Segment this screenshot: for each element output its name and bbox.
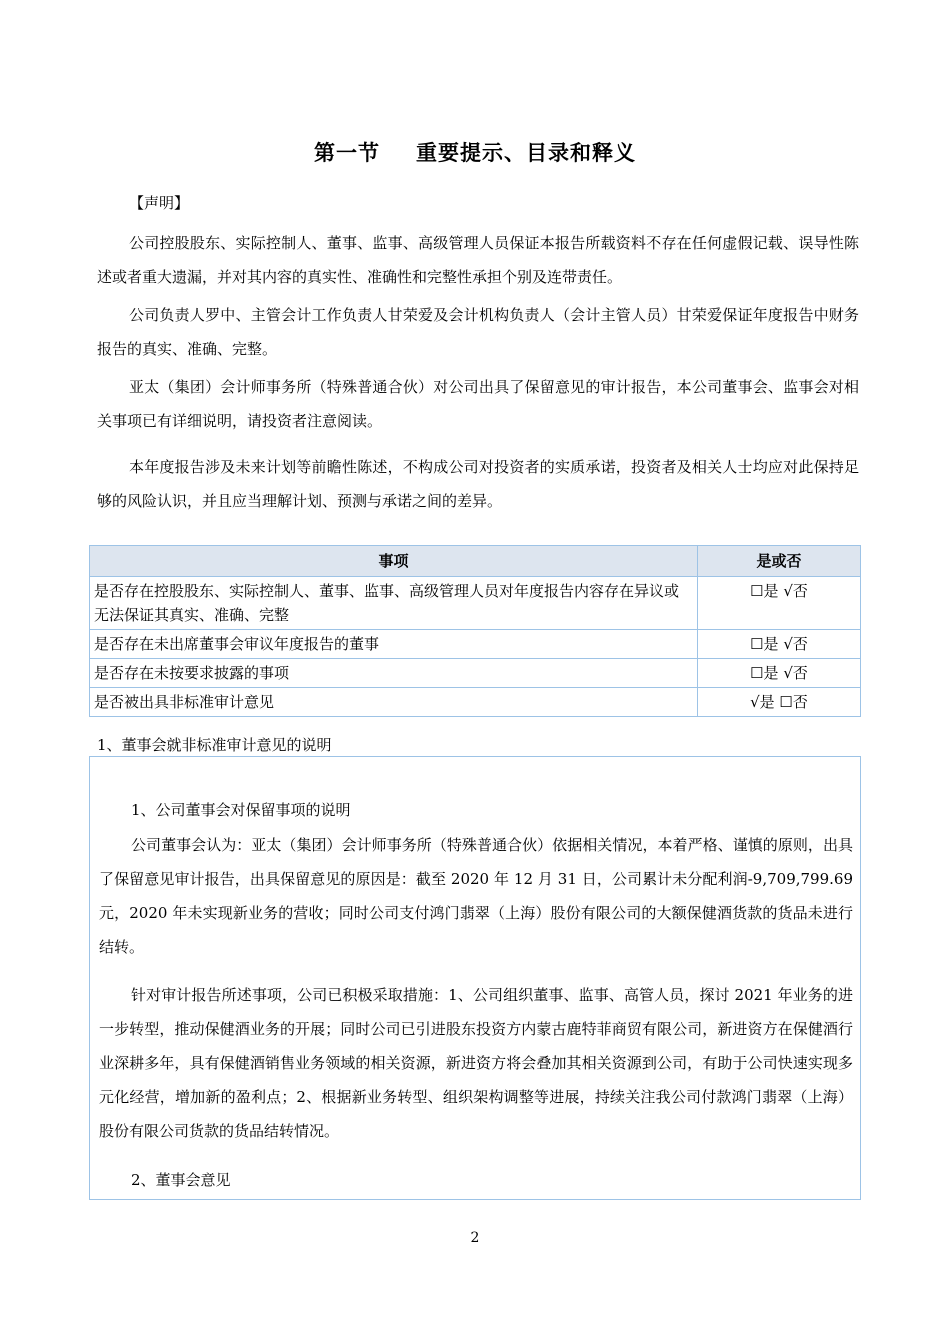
box-paragraph-2: 针对审计报告所述事项，公司已积极采取措施：1、公司组织董事、监事、高管人员，探讨 2021 年业务的进一步转型，推动保健酒业务的开展；同时公司已引进股东投资方内蒙古鹿特菲商贸有限公司，新进资方在保健酒行业深耕多年，具有保健酒销售业务领域的相关资源，新进资方将会叠加其相关资源到公司，有助于公司快速实现多元化经营，增加新的盈利点；2、根据新业务转型、组织架构调整等进展，持续关注我公司付款鸿门翡翠（上海）股份有限公司货款的货品结转情况。 (99, 986, 853, 1140)
row-answer: ☐是 √否 (698, 659, 861, 688)
table-row (90, 577, 861, 630)
declaration-label: 【声明】 (129, 194, 190, 212)
declaration-paragraph-4: 本年度报告涉及未来计划等前瞻性陈述，不构成公司对投资者的实质承诺，投资者及相关人士均应对此保持足够的风险认识，并且应当理解计划、预测与承诺之间的差异。 (97, 458, 859, 510)
table-row (90, 688, 861, 717)
declaration-paragraph-2: 公司负责人罗中、主管会计工作负责人甘荣爱及会计机构负责人（会计主管人员）甘荣爱保证年度报告中财务报告的真实、准确、完整。 (97, 306, 859, 358)
matters-table (89, 545, 861, 717)
table-row (90, 630, 861, 659)
box-heading-1: 1、公司董事会对保留事项的说明 (131, 801, 351, 819)
row-answer: √是 ☐否 (698, 688, 861, 717)
header-answer: 是或否 (698, 546, 861, 577)
box-paragraph-1: 公司董事会认为：亚太（集团）会计师事务所（特殊普通合伙）依据相关情况，本着严格、谨慎的原则，出具了保留意见审计报告，出具保留意见的原因是：截至 2020 年 12 月 31 日，公司累计未分配利润-9,709,799.69 元，2020 年未实现新业务的营收；同时公司支付鸿门翡翠（上海）股份有限公司的大额保健酒货款的货品未进行结转。 (99, 836, 853, 956)
declaration-paragraph-1: 公司控股股东、实际控制人、董事、监事、高级管理人员保证本报告所载资料不存在任何虚假记载、误导性陈述或者重大遗漏，并对其内容的真实性、准确性和完整性承担个别及连带责任。 (97, 234, 859, 286)
board-explanation-box (89, 756, 861, 1200)
row-item: 是否存在未出席董事会审议年度报告的董事 (90, 630, 698, 659)
row-answer: ☐是 √否 (698, 577, 861, 630)
section-number: 第一节 (314, 141, 380, 165)
table-row (90, 659, 861, 688)
non-standard-opinion-label: 1、董事会就非标准审计意见的说明 (97, 736, 332, 754)
page-title (0, 137, 950, 167)
declaration-paragraph-3: 亚太（集团）会计师事务所（特殊普通合伙）对公司出具了保留意见的审计报告，本公司董事会、监事会对相关事项已有详细说明，请投资者注意阅读。 (97, 378, 859, 430)
table-header-row (90, 546, 861, 577)
row-answer: ☐是 √否 (698, 630, 861, 659)
section-heading: 重要提示、目录和释义 (416, 141, 636, 165)
header-item: 事项 (90, 546, 698, 577)
page-number: 2 (470, 1230, 480, 1246)
box-heading-2: 2、董事会意见 (131, 1171, 231, 1189)
row-item: 是否存在未按要求披露的事项 (90, 659, 698, 688)
row-item: 是否被出具非标准审计意见 (90, 688, 698, 717)
row-item: 是否存在控股股东、实际控制人、董事、监事、高级管理人员对年度报告内容存在异议或无法保证其真实、准确、完整 (90, 577, 698, 630)
